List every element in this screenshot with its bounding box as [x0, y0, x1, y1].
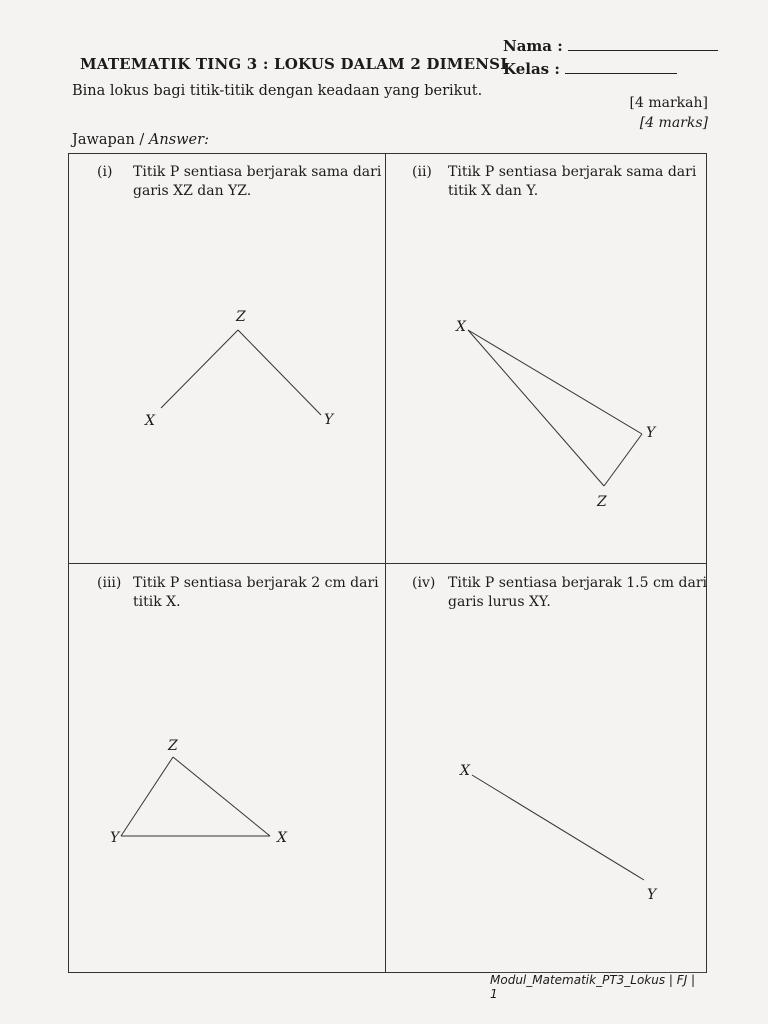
diagram-2-label-z: Z	[597, 494, 607, 510]
question-3-line2: titik X.	[133, 594, 181, 610]
marks-en: [4 marks]	[639, 115, 708, 131]
page-title: MATEMATIK TING 3 : LOKUS DALAM 2 DIMENSI	[80, 55, 508, 73]
diagram-3	[121, 757, 270, 836]
diagram-2	[468, 330, 642, 486]
question-4-number: (iv)	[412, 575, 436, 591]
diagram-1	[161, 330, 321, 415]
diagram-2-label-x: X	[456, 319, 466, 335]
line-xy	[468, 330, 642, 434]
line-xz	[468, 330, 604, 486]
diagram-3-label-y: Y	[110, 830, 120, 846]
diagram-4-label-x: X	[460, 763, 470, 779]
question-3-line1: Titik P sentiasa berjarak 2 cm dari	[133, 575, 379, 591]
diagram-1-label-z: Z	[236, 309, 246, 325]
line-zy	[121, 757, 173, 836]
diagram-2-label-y: Y	[646, 425, 656, 441]
answer-label-en: Answer:	[148, 132, 209, 148]
diagram-3-label-x: X	[277, 830, 287, 846]
question-1-line2: garis XZ dan YZ.	[133, 183, 252, 199]
question-2-line2: titik X dan Y.	[448, 183, 539, 199]
diagram-4-label-y: Y	[647, 887, 657, 903]
question-2-line1: Titik P sentiasa berjarak sama dari	[448, 164, 697, 180]
line-xz	[161, 330, 238, 408]
diagram-1-label-x: X	[145, 413, 155, 429]
line-zy	[238, 330, 321, 415]
question-4-line2: garis lurus XY.	[448, 594, 551, 610]
answer-label-ms: Jawapan /	[72, 132, 145, 148]
page-footer: Modul_Matematik_PT3_Lokus | FJ | 1	[490, 972, 706, 1001]
question-2-number: (ii)	[412, 164, 432, 180]
instruction: Bina lokus bagi titik-titik dengan keadaan yang berikut.	[72, 83, 483, 99]
diagram-3-label-z: Z	[168, 738, 178, 754]
diagram-4	[472, 775, 644, 880]
nama-label: Nama :	[503, 37, 563, 55]
line-yz	[604, 434, 642, 486]
question-1-number: (i)	[97, 164, 113, 180]
line-zx	[173, 757, 270, 836]
line-xy	[472, 775, 644, 880]
question-4-line1: Titik P sentiasa berjarak 1.5 cm dari	[448, 575, 707, 591]
question-1-line1: Titik P sentiasa berjarak sama dari	[133, 164, 382, 180]
question-3-number: (iii)	[97, 575, 122, 591]
diagram-1-label-y: Y	[324, 412, 334, 428]
marks-ms: [4 markah]	[629, 95, 708, 111]
kelas-label: Kelas :	[503, 60, 560, 78]
